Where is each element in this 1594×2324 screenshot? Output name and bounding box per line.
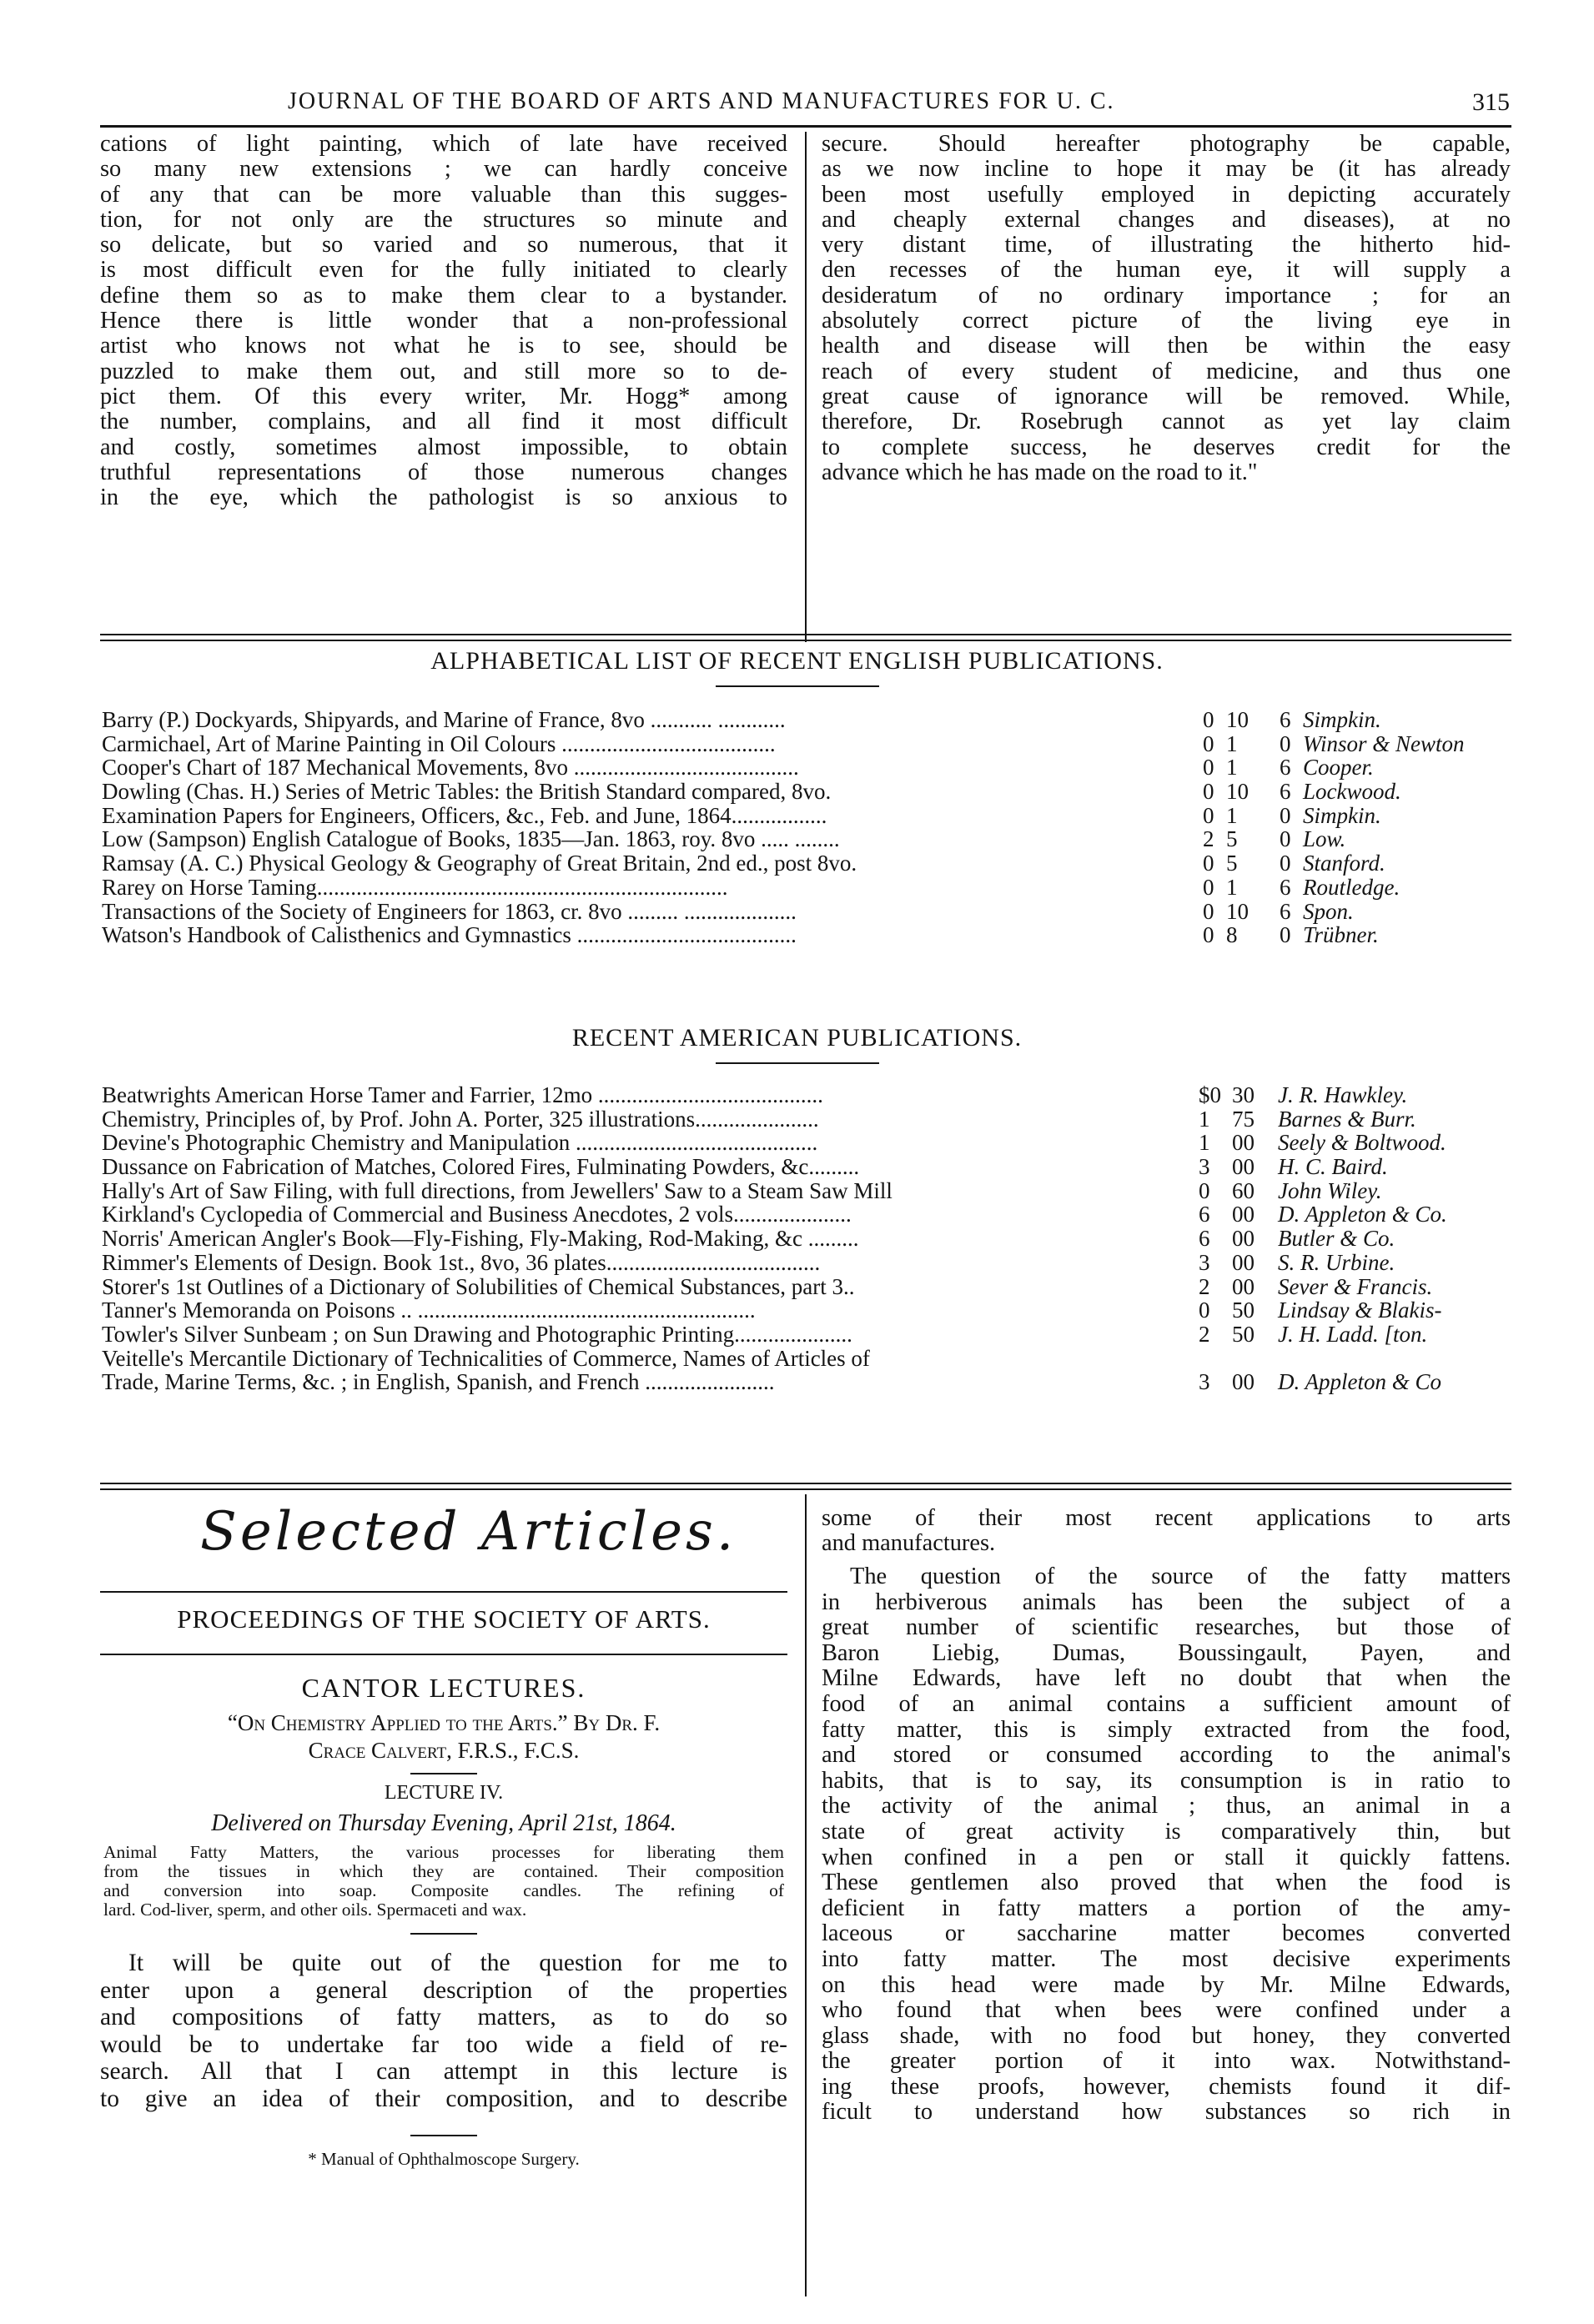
text-line: as we now incline to hope it may be (it has already: [822, 156, 1511, 183]
text-line: the activity of the animal ; thus, an animal in a: [822, 1793, 1511, 1820]
text-line: and stored or consumed according to the animal's: [822, 1742, 1511, 1769]
price-shillings: 5: [1226, 826, 1238, 852]
text-line: to complete success, he deserves credit for the: [822, 434, 1511, 460]
publication-title: Kirkland's Cyclopedia of Commercial and Business Anecdotes, 2 vols.....................: [102, 1202, 852, 1227]
text-line: is most difficult even for the fully initiated to clearly: [100, 257, 787, 284]
text-line: some of their most recent applications to arts: [822, 1505, 1511, 1531]
text-line: on this head were made by Mr. Milne Edwards,: [822, 1971, 1511, 1998]
price-shillings: 1: [1226, 874, 1238, 900]
price-cents: 30: [1232, 1082, 1255, 1107]
text-line: den recesses of the human eye, it will supply a: [822, 257, 1511, 284]
right-column-continuation: [822, 1506, 1511, 1557]
price-dollars: 2: [1199, 1321, 1210, 1347]
society-heading: PROCEEDINGS OF THE SOCIETY OF ARTS.: [177, 1604, 711, 1634]
text-line: who found that when bees were confined under a: [822, 1997, 1511, 2024]
text-line: state of great activity is comparatively thin, but: [822, 1818, 1511, 1845]
american-title-underline: [716, 1062, 879, 1064]
english-publications-list: [102, 707, 1503, 946]
right-column-paragraph: [822, 1564, 1511, 2126]
publication-title: Rarey on Horse Taming.........................................................................: [102, 874, 728, 900]
text-line: Baron Liebig, Dumas, Boussingault, Payen, and: [822, 1639, 1511, 1666]
text-line: ficult to understand how substances so rich in: [822, 2099, 1511, 2126]
abstract-line: Animal Fatty Matters, the various processes for liberating them: [103, 1842, 784, 1862]
publication-row: [102, 1250, 1503, 1274]
price-pence: 6: [1280, 707, 1291, 732]
price-dollars: 3: [1199, 1154, 1210, 1180]
price-pence: 0: [1280, 851, 1291, 876]
price-dollars: 3: [1199, 1249, 1210, 1275]
text-line: Milne Edwards, have left no doubt that when the: [822, 1665, 1511, 1692]
bottom-column-divider: [805, 1494, 807, 2296]
publication-title: Veitelle's Mercantile Dictionary of Technicalities of Commerce, Names of Articles of: [102, 1345, 870, 1371]
publisher-name: Stanford.: [1303, 851, 1385, 876]
text-line: and costly, sometimes almost impossible, to obtain: [100, 434, 787, 460]
price-shillings: 1: [1226, 755, 1238, 781]
text-line: of any that can be more valuable than this sugges-: [100, 181, 787, 208]
text-line: tion, for not only are the structures so minute and: [100, 206, 787, 233]
text-line: advance which he has made on the road to it.": [822, 459, 1258, 485]
price-shillings: 10: [1226, 779, 1249, 805]
english-title-underline: [716, 685, 879, 687]
publication-row: [102, 1154, 1503, 1178]
section-rule-top: [100, 634, 1511, 635]
text-line: and manufactures.: [822, 1530, 996, 1557]
price-dollars: 3: [1199, 1369, 1210, 1395]
publisher-name: Spon.: [1303, 898, 1354, 924]
publisher-name: Lockwood.: [1303, 779, 1401, 805]
price-pounds: 0: [1203, 755, 1214, 781]
banner-rule: [100, 1591, 787, 1593]
publication-row: [102, 875, 1503, 899]
abstract-line: lard. Cod-liver, sperm, and other oils. Spermaceti and wax.: [103, 1900, 527, 1920]
publication-title: Tanner's Memoranda on Poisons .. ............................................................: [102, 1298, 756, 1323]
price-dollars: $0: [1199, 1082, 1221, 1107]
publication-title: Devine's Photographic Chemistry and Manipulation ...........................................: [102, 1130, 818, 1156]
price-dollars: 6: [1199, 1226, 1210, 1252]
price-shillings: 5: [1226, 851, 1238, 876]
publication-row: [102, 779, 1503, 803]
price-pounds: 0: [1203, 898, 1214, 924]
publication-row: [102, 1107, 1503, 1131]
price-pence: 0: [1280, 730, 1291, 756]
publisher-name: Barnes & Burr.: [1278, 1106, 1416, 1132]
publication-row: [102, 922, 1503, 946]
text-line: absolutely correct picture of the living eye in: [822, 308, 1511, 334]
publication-row: [102, 1202, 1503, 1226]
price-dollars: 0: [1199, 1298, 1210, 1323]
text-line: pict them. Of this every writer, Mr. Hogg* among: [100, 383, 787, 409]
price-dollars: 2: [1199, 1273, 1210, 1299]
price-pounds: 0: [1203, 874, 1214, 900]
text-line: food of an animal contains a sufficient amount of: [822, 1690, 1511, 1717]
publication-row: [102, 1226, 1503, 1250]
publisher-name: Butler & Co.: [1278, 1226, 1395, 1252]
text-line: very distant time, of illustrating the hitherto hid-: [822, 232, 1511, 259]
price-pence: 0: [1280, 802, 1291, 828]
section-rule-bottom-2: [100, 1488, 1511, 1490]
price-pence: 6: [1280, 874, 1291, 900]
text-line: cations of light painting, which of late have received: [100, 131, 787, 157]
publication-title: Watson's Handbook of Calisthenics and Gymnastics .......................................: [102, 922, 797, 948]
publication-title: Ramsay (A. C.) Physical Geology & Geography of Great Britain, 2nd ed., post 8vo.: [102, 851, 857, 876]
price-dollars: 1: [1199, 1106, 1210, 1132]
text-line: Hence there is little wonder that a non-professional: [100, 308, 787, 334]
price-dollars: 6: [1199, 1202, 1210, 1227]
publication-title: Hally's Art of Saw Filing, with full directions, from Jewellers' Saw to a Steam Saw Mill: [102, 1177, 893, 1203]
text-line: the number, complains, and all find it most difficult: [100, 409, 787, 435]
text-line: been most usefully employed in depicting accurately: [822, 181, 1511, 208]
lecture-abstract: [103, 1843, 784, 1920]
price-cents: 00: [1232, 1130, 1255, 1156]
publication-title: Transactions of the Society of Engineers for 1863, cr. 8vo ......... ....................: [102, 898, 797, 924]
price-pounds: 0: [1203, 802, 1214, 828]
section-rule-bottom: [100, 1483, 1511, 1484]
price-shillings: 1: [1226, 802, 1238, 828]
publication-row: [102, 899, 1503, 923]
footnote: * Manual of Ophthalmoscope Surgery.: [308, 2149, 580, 2169]
price-shillings: 10: [1226, 898, 1249, 924]
price-pounds: 0: [1203, 707, 1214, 732]
text-line: to give an idea of their composition, and to describe: [100, 2085, 787, 2112]
text-line: artist who knows not what he is to see, should be: [100, 333, 787, 359]
publication-row: [102, 707, 1503, 731]
publication-title: Barry (P.) Dockyards, Shipyards, and Marine of France, 8vo ........... ............: [102, 707, 786, 732]
publication-row: [102, 1130, 1503, 1154]
text-line: fatty matter, this is simply extracted from the food,: [822, 1716, 1511, 1743]
text-line: truthful representations of those numerous changes: [100, 459, 787, 485]
text-line: puzzled to make them out, and still more so to de-: [100, 358, 787, 384]
american-publications-title: RECENT AMERICAN PUBLICATIONS.: [571, 1024, 1023, 1052]
text-line: search. All that I can attempt in this lecture is: [100, 2058, 787, 2086]
publication-row: [102, 731, 1503, 755]
text-line: desideratum of no ordinary importance ; for an: [822, 282, 1511, 309]
price-cents: 50: [1232, 1321, 1255, 1347]
text-line: define them so as to make them clear to a bystander.: [100, 282, 787, 309]
publication-title: Towler's Silver Sunbeam ; on Sun Drawing and Photographic Printing.....................: [102, 1321, 852, 1347]
header-rule: [100, 125, 1511, 128]
publication-row: [102, 1178, 1503, 1202]
price-pence: 6: [1280, 898, 1291, 924]
text-line: would be to undertake far too wide a field of re-: [100, 2030, 787, 2058]
publisher-name: Simpkin.: [1303, 802, 1381, 828]
text-line: enter upon a general description of the properties: [100, 1976, 787, 2004]
publication-title: Dowling (Chas. H.) Series of Metric Tables: the British Standard compared, 8vo.: [102, 779, 832, 805]
publisher-name: Low.: [1303, 826, 1346, 852]
publication-row: [102, 1274, 1503, 1298]
top-column-divider: [805, 132, 807, 642]
abstract-rule: [410, 1933, 477, 1935]
publication-title: Storer's 1st Outlines of a Dictionary of Solubilities of Chemical Substances, part 3..: [102, 1273, 855, 1299]
top-right-column: [822, 132, 1511, 485]
publisher-name: D. Appleton & Co: [1278, 1369, 1442, 1395]
text-line: reach of every student of medicine, and thus one: [822, 358, 1511, 384]
publisher-name: Cooper.: [1303, 755, 1374, 781]
footnote-rule: [410, 2135, 477, 2136]
delivered-note: Delivered on Thursday Evening, April 21st, 1864.: [211, 1810, 676, 1836]
running-head: [100, 88, 1510, 130]
price-shillings: 1: [1226, 730, 1238, 756]
text-line: great cause of ignorance will be removed. While,: [822, 383, 1511, 409]
abstract-line: and conversion into soap. Composite candles. The refining of: [103, 1880, 784, 1900]
publication-row: [102, 1346, 1503, 1370]
text-line: health and disease will then be within the easy: [822, 333, 1511, 359]
price-cents: 00: [1232, 1273, 1255, 1299]
text-line: ing these proofs, however, chemists found it dif-: [822, 2073, 1511, 2100]
publisher-name: H. C. Baird.: [1278, 1154, 1388, 1180]
text-line: secure. Should hereafter photography be capable,: [822, 131, 1511, 157]
price-cents: 75: [1232, 1106, 1255, 1132]
price-pence: 0: [1280, 826, 1291, 852]
publication-row: [102, 1298, 1503, 1322]
publisher-name: Routledge.: [1303, 874, 1400, 900]
text-line: so many new extensions ; we can hardly conceive: [100, 156, 787, 183]
publication-row: [102, 1369, 1503, 1393]
american-publications-list: [102, 1082, 1503, 1393]
publisher-name: John Wiley.: [1278, 1177, 1382, 1203]
text-line: glass shade, with no food but honey, they converted: [822, 2022, 1511, 2049]
text-line: and compositions of fatty matters, as to do so: [100, 2004, 787, 2031]
abstract-line: from the tissues in which they are contained. Their composition: [103, 1861, 784, 1881]
price-cents: 50: [1232, 1298, 1255, 1323]
publisher-name: Sever & Francis.: [1278, 1273, 1433, 1299]
price-shillings: 10: [1226, 707, 1249, 732]
text-line: laceous or saccharine matter becomes converted: [822, 1920, 1511, 1947]
price-pounds: 0: [1203, 922, 1214, 948]
price-shillings: 8: [1226, 922, 1238, 948]
price-pence: 6: [1280, 755, 1291, 781]
publisher-name: S. R. Urbine.: [1278, 1249, 1395, 1275]
publication-title: Chemistry, Principles of, by Prof. John A. Porter, 325 illustrations......................: [102, 1106, 819, 1132]
publisher-name: J. R. Hawkley.: [1278, 1082, 1408, 1107]
lecture-subtitle-line-2: Crace Calvert, F.R.S., F.C.S.: [308, 1738, 580, 1763]
publication-title: Rimmer's Elements of Design. Book 1st., 8vo, 36 plates......................................: [102, 1249, 821, 1275]
publication-row: [102, 803, 1503, 827]
text-line: These gentlemen also proved that when the food is: [822, 1870, 1511, 1896]
publication-title: Norris' American Angler's Book—Fly-Fishing, Fly-Making, Rod-Making, &c .........: [102, 1226, 859, 1252]
price-pence: 6: [1280, 779, 1291, 805]
publication-title: Dussance on Fabrication of Matches, Colored Fires, Fulminating Powders, &c.........: [102, 1154, 860, 1180]
publisher-name: Winsor & Newton: [1303, 730, 1465, 756]
publisher-name: Seely & Boltwood.: [1278, 1130, 1446, 1156]
publication-row: [102, 1082, 1503, 1107]
cantor-lectures-heading: CANTOR LECTURES.: [301, 1673, 586, 1703]
price-cents: 00: [1232, 1202, 1255, 1227]
journal-title: JOURNAL OF THE BOARD OF ARTS AND MANUFACTURES FOR U. C.: [288, 88, 1115, 114]
page-number: 315: [1472, 88, 1510, 116]
publisher-name: D. Appleton & Co.: [1278, 1202, 1447, 1227]
text-line: great number of scientific researches, but those of: [822, 1614, 1511, 1641]
price-pence: 0: [1280, 922, 1291, 948]
lecture-subtitle-line-1: “On Chemistry Applied to the Arts.” By Dr. F.: [227, 1710, 661, 1735]
lecture-subtitle: [100, 1709, 787, 1764]
publisher-name: Trübner.: [1303, 922, 1379, 948]
price-cents: 00: [1232, 1226, 1255, 1252]
price-cents: 00: [1232, 1249, 1255, 1275]
text-line: and cheaply external changes and diseases), at no: [822, 206, 1511, 233]
text-line: into fatty matter. The most decisive experiments: [822, 1945, 1511, 1972]
publication-row: [102, 1322, 1503, 1346]
subtitle-rule: [410, 1773, 477, 1774]
text-line: habits, that is to say, its consumption is in ratio to: [822, 1767, 1511, 1794]
publication-title: Examination Papers for Engineers, Officers, &c., Feb. and June, 1864.................: [102, 802, 827, 828]
price-cents: 00: [1232, 1369, 1255, 1395]
publisher-name: Lindsay & Blakis-: [1278, 1298, 1442, 1323]
publication-title: Cooper's Chart of 187 Mechanical Movements, 8vo ........................................: [102, 755, 799, 781]
publisher-name: Simpkin.: [1303, 707, 1381, 732]
text-line: deficient in fatty matters a portion of the amy-: [822, 1895, 1511, 1921]
text-line: therefore, Dr. Rosebrugh cannot as yet lay claim: [822, 409, 1511, 435]
text-line: in the eye, which the pathologist is so anxious to: [100, 484, 787, 511]
publication-row: [102, 826, 1503, 851]
price-dollars: 0: [1199, 1177, 1210, 1203]
publication-title: Low (Sampson) English Catalogue of Books, 1835—Jan. 1863, roy. 8vo ..... ........: [102, 826, 840, 852]
price-pounds: 0: [1203, 779, 1214, 805]
society-rule: [100, 1654, 787, 1655]
text-line: the greater portion of it into wax. Notwithstand-: [822, 2048, 1511, 2075]
publication-title: Beatwrights American Horse Tamer and Farrier, 12mo ........................................: [102, 1082, 823, 1107]
price-pounds: 0: [1203, 851, 1214, 876]
price-dollars: 1: [1199, 1130, 1210, 1156]
text-line: It will be quite out of the question for me to: [128, 1950, 787, 1976]
publication-row: [102, 755, 1503, 779]
english-publications-title: ALPHABETICAL LIST OF RECENT ENGLISH PUBLICATIONS.: [430, 647, 1164, 675]
publication-title: Trade, Marine Terms, &c. ; in English, Spanish, and French .......................: [102, 1369, 775, 1395]
price-pounds: 0: [1203, 730, 1214, 756]
section-rule-top-2: [100, 640, 1511, 641]
text-line: when confined in a pen or stall it quickly fattens.: [822, 1844, 1511, 1870]
lecture-number: LECTURE IV.: [384, 1782, 504, 1804]
publication-title: Carmichael, Art of Marine Painting in Oil Colours ......................................: [102, 730, 776, 756]
lecture-body-left: [100, 1950, 787, 2113]
text-line: The question of the source of the fatty matters: [850, 1564, 1511, 1589]
publisher-name: J. H. Ladd. [ton.: [1278, 1321, 1428, 1347]
top-left-column: [100, 132, 787, 510]
publication-row: [102, 851, 1503, 875]
price-cents: 00: [1232, 1154, 1255, 1180]
price-cents: 60: [1232, 1177, 1255, 1203]
text-line: in herbiverous animals has been the subject of a: [822, 1589, 1511, 1615]
selected-articles-banner: Selected Articles.: [200, 1501, 737, 1563]
price-pounds: 2: [1203, 826, 1214, 852]
text-line: so delicate, but so varied and so numerous, that it: [100, 232, 787, 259]
